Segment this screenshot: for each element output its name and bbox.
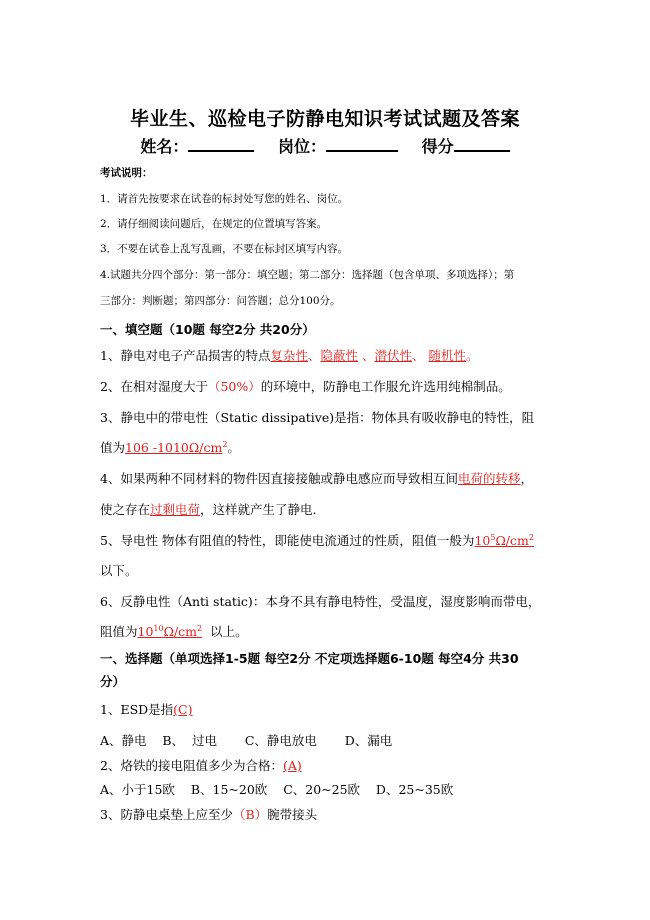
question-fill-4-line2 (100, 500, 570, 518)
question-fill-1 (100, 346, 570, 364)
score-label: 得分 (421, 137, 454, 156)
question-text: ，这样就产生了静电. (200, 502, 317, 517)
answer-text: （50%） (207, 379, 261, 394)
answer-text: (C) (173, 702, 193, 717)
separator: 、 (412, 348, 429, 363)
name-label: 姓名： (140, 137, 189, 156)
answer-base: 10 (474, 533, 491, 548)
instruction-item: 3．不要在试卷上乱写乱画，不要在标封区填写内容。 (100, 243, 349, 255)
answer-unit: Ω/cm (163, 624, 198, 639)
question-fill-3-line1: 3、静电中的带电性（Static dissipative)是指：物体具有吸收静电的特性，阻 (100, 410, 535, 425)
score-blank[interactable] (454, 136, 510, 152)
answer-text: 电荷的转移 (457, 471, 521, 486)
position-blank[interactable] (326, 136, 398, 152)
question-text: 的环境中，防静电工作服允许选用纯棉制品。 (260, 379, 511, 394)
separator: 、 (307, 348, 321, 363)
question-fill-5-line2: 以下。 (100, 563, 138, 578)
question-text: 腕带接头 (267, 807, 318, 822)
section-heading-choice-cont: 分） (100, 674, 126, 689)
question-fill-5-line1 (100, 531, 570, 549)
question-text: 。 (227, 440, 240, 455)
question-text: 以上。 (210, 624, 248, 639)
question-text: 2、在相对湿度大于 (100, 379, 208, 394)
question-text: 3、防静电桌垫上应至少 (100, 807, 233, 822)
question-text: 使之存在 (100, 502, 151, 517)
answer-text: (A) (282, 758, 302, 773)
question-fill-4-line1 (100, 469, 570, 487)
answer-exponent: 5 (490, 533, 496, 542)
question-fill-2 (100, 377, 570, 395)
instruction-item: 三部分：判断题；第四部分：问答题；总分100分。 (100, 295, 341, 307)
question-text: 1、ESD是指 (100, 702, 174, 717)
instructions-heading: 考试说明： (100, 167, 153, 179)
instruction-item: 2．请仔细阅读问题后，在规定的位置填写答案。 (100, 218, 328, 230)
question-text: 1、静电对电子产品损害的特点 (100, 348, 271, 363)
question-choice-3 (100, 805, 570, 823)
question-text: 5、导电性 物体有阻值的特性，即能使电流通过的性质，阻值一般为 (100, 533, 475, 548)
instruction-item: 4.试题共分四个部分：第一部分：填空题；第二部分：选择题（包含单项、多项选择）；第 (100, 269, 515, 281)
name-blank[interactable] (188, 136, 254, 152)
instruction-item: 1．请首先按要求在试卷的标封处写您的姓名、岗位。 (100, 193, 349, 205)
choice-options-1: A、静电 B、 过电 C、静电放电 D、漏电 (100, 733, 393, 748)
candidate-info-line (0, 134, 650, 157)
answer-base: 10 (137, 624, 154, 639)
question-fill-3-line2 (100, 438, 570, 456)
answer-superscript: 2 (197, 624, 203, 633)
question-text: 4、如果两种不同材料的物件因直接接触或静电感应而导致相互间 (100, 471, 458, 486)
answer-text: （B） (232, 807, 268, 822)
answer-text: 随机性 (428, 348, 467, 363)
separator: 、 (358, 348, 375, 363)
question-choice-1 (100, 700, 570, 718)
answer-superscript: 2 (528, 533, 534, 542)
question-text: 阻值为 (100, 624, 138, 639)
answer-superscript: 2 (222, 440, 228, 449)
question-fill-6-line2 (100, 622, 570, 640)
answer-text: 复杂性 (270, 348, 308, 363)
answer-unit: Ω/cm (495, 533, 529, 548)
answer-text (474, 533, 534, 548)
question-text: 2、烙铁的接电阻值多少为合格： (100, 758, 283, 773)
answer-exponent: 10 (153, 624, 164, 633)
separator: 。 (466, 348, 479, 363)
question-text: 值为 (100, 440, 126, 455)
answer-text: 106 -1010Ω/cm (125, 440, 223, 455)
question-text: ， (520, 471, 533, 486)
answer-text (138, 624, 203, 639)
section-heading-fill-in: 一、填空题（10题 每空2分 共20分） (100, 322, 315, 337)
question-fill-6-line1: 6、反静电性（Anti static)：本身不具有静电特性，受温度，湿度影响而带电， (100, 594, 541, 609)
page-title: 毕业生、巡检电子防静电知识考试试题及答案 (129, 108, 520, 130)
answer-text: 潜伏性 (374, 348, 413, 363)
choice-options-2: A、小于15欧 B、15~20欧 C、20~25欧 D、25~35欧 (100, 782, 454, 797)
answer-text: 隐蔽性 (320, 348, 359, 363)
question-choice-2 (100, 756, 570, 774)
answer-text: 过剩电荷 (150, 502, 201, 517)
position-label: 岗位： (277, 137, 326, 156)
section-heading-choice: 一、选择题（单项选择1-5题 每空2分 不定项选择题6-10题 每空4分 共30 (100, 651, 519, 666)
